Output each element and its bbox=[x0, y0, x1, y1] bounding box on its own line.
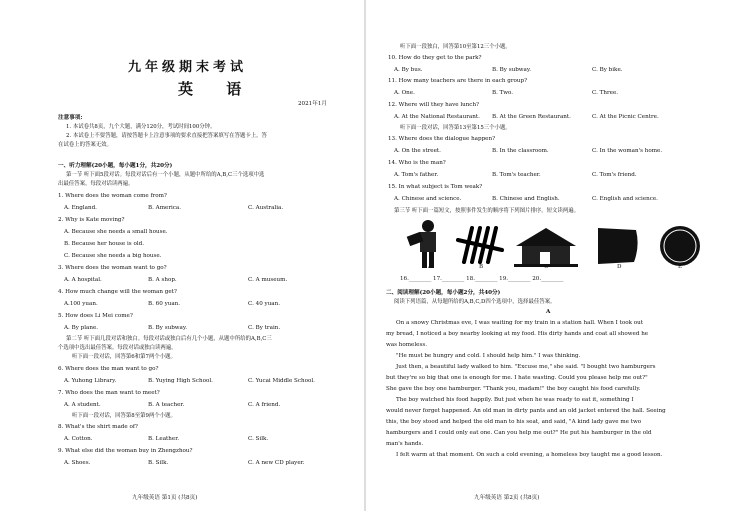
option: A. One. bbox=[394, 90, 415, 96]
passage-line: my bread, I noticed a boy nearby looking at my food. His dirty hands and coat all showed he bbox=[386, 331, 649, 337]
passage-line: I felt warm at that moment. On such a cold evening, a homeless boy taught me a good lesson. bbox=[396, 452, 663, 458]
question: 3. Where does the woman want to go? bbox=[58, 265, 167, 271]
option: C. Yucai Middle School. bbox=[248, 378, 315, 384]
instruction: 第一节 听下面5段对话。每段对话后有一个小题，从题中所给的A,B,C三个选项中选 bbox=[66, 172, 265, 178]
option: A. England. bbox=[64, 205, 97, 211]
notice-line: 在试卷上的答案无效。 bbox=[58, 142, 112, 148]
option: A.100 yuan. bbox=[64, 301, 98, 307]
person-picture bbox=[407, 220, 436, 268]
option: A. A hospital. bbox=[64, 277, 102, 283]
instruction: 第二节 听下面几段对话和独白。每段对话或独白后有几个小题，从题中所给的A,B,C三 bbox=[66, 336, 272, 342]
circle-picture bbox=[660, 226, 700, 266]
listening-pictures bbox=[398, 216, 708, 274]
option: C. A new CD player. bbox=[248, 460, 305, 466]
answer-blanks: 16.________ 17.________ 18.________ 19.________ 20.________ bbox=[400, 276, 564, 282]
picture-label: A bbox=[428, 264, 433, 270]
option: B. America. bbox=[148, 205, 182, 211]
exam-title: 九年级期末考试 bbox=[128, 60, 248, 75]
instruction: 阅读下列语篇，从每题所给的A,B,C,D四个选项中，选择最佳答案。 bbox=[394, 299, 556, 305]
question: 6. Where does the man want to go? bbox=[58, 366, 159, 372]
question: 2. Why is Kate moving? bbox=[58, 217, 125, 223]
question: 9. What else did the woman buy in Zhengzhou? bbox=[58, 448, 193, 454]
option: B. Two. bbox=[492, 90, 514, 96]
option: B. By subway. bbox=[492, 67, 532, 73]
passage-line: She gave the boy one hamburger. "Thank you, madam!" the boy caught his food carefully. bbox=[386, 386, 641, 392]
option: C. A museum. bbox=[248, 277, 288, 283]
instruction: 听下面一段对话，回答第6和第7两个小题。 bbox=[72, 354, 176, 360]
passage-line: but they're so big that one is enough for me. I hate wasting. Could you please help me out?" bbox=[386, 375, 648, 381]
section-heading: 二、阅读理解(20小题，每小题2分，共40分) bbox=[386, 290, 501, 296]
passage-line: would never forget happened. An old man in dirty pants and an old jacket entered the hall. Seeing bbox=[386, 408, 666, 414]
option: A. By bus. bbox=[394, 67, 423, 73]
option: B. In the classroom. bbox=[492, 148, 549, 154]
question: 1. Where does the woman come from? bbox=[58, 193, 167, 199]
question: 13. Where does the dialogue happen? bbox=[388, 136, 496, 142]
passage-line: "He must be hungry and cold. I should help him." I was thinking. bbox=[396, 353, 581, 359]
option: B. Leather. bbox=[148, 436, 180, 442]
passage-line: hamburgers and I could only eat one. Can you help me out?" He put his hamburger in the old bbox=[386, 430, 652, 436]
picture-label: C bbox=[544, 264, 549, 270]
page-footer: 九年级英语 第1页 (共8页) bbox=[132, 495, 198, 501]
question: 10. How do they get to the park? bbox=[388, 55, 482, 61]
passage-line: man's hands. bbox=[386, 441, 424, 447]
option: A. Chinese and science. bbox=[394, 196, 462, 202]
instruction: 出最佳答案。每段对话读两遍。 bbox=[58, 181, 134, 187]
option: C. Silk. bbox=[248, 436, 269, 442]
option: A. Tom's father. bbox=[394, 172, 439, 178]
option: B. A shop. bbox=[148, 277, 177, 283]
question: 11. How many teachers are there in each group? bbox=[388, 78, 528, 84]
option: C. 40 yuan. bbox=[248, 301, 281, 307]
instruction: 听下面一段对话，回答第13至第15三个小题。 bbox=[400, 125, 511, 131]
instruction: 听下面一段独白，回答第10至第12三个小题。 bbox=[400, 44, 511, 50]
option: C. Australia. bbox=[248, 205, 284, 211]
option: A. Because she needs a small house. bbox=[64, 229, 168, 235]
option: B. A teacher. bbox=[148, 402, 185, 408]
passage-line: Just then, a beautiful lady walked to him. "Excuse me," she said. "I bought two hamburgers bbox=[396, 364, 656, 370]
question: 14. Who is the man? bbox=[388, 160, 446, 166]
passage-line: The boy watched his food happily. But just when he was ready to eat it, something I bbox=[396, 397, 634, 403]
right-page bbox=[364, 0, 729, 511]
option: A. By plane. bbox=[64, 325, 99, 331]
picture-label: B bbox=[479, 264, 484, 270]
question: 7. Who does the man want to meet? bbox=[58, 390, 160, 396]
passage-line: On a snowy Christmas eve, I was waiting for my train in a station hall. When I took out bbox=[396, 320, 643, 326]
option: C. Tom's friend. bbox=[592, 172, 637, 178]
question: 12. Where will they have lunch? bbox=[388, 102, 480, 108]
page-footer: 九年级英语 第2页 (共8页) bbox=[474, 495, 540, 501]
notice-heading: 注意事项: bbox=[58, 115, 83, 121]
option: C. In the woman's home. bbox=[592, 148, 663, 154]
left-page bbox=[0, 0, 364, 511]
option: A. Shoes. bbox=[64, 460, 91, 466]
notice-line: 2. 本试卷上不要答题，请按答题卡上注意事项的要求直接把答案填写在答题卡上。答 bbox=[66, 133, 267, 139]
option: B. Chinese and English. bbox=[492, 196, 560, 202]
instruction: 听下面一段对话，回答第8至第9两个小题。 bbox=[72, 413, 176, 419]
option: C. A friend. bbox=[248, 402, 281, 408]
passage-line: this, the boy stood and helped the old man to his seat, and said, "A kind lady gave me two bbox=[386, 419, 642, 425]
exam-date: 2021年1月 bbox=[298, 101, 327, 107]
question: 15. In what subject is Tom weak? bbox=[388, 184, 483, 190]
option: B. Because her house is old. bbox=[64, 241, 144, 247]
house-picture bbox=[514, 228, 578, 267]
passage-label: A bbox=[546, 309, 551, 315]
option: B. At the Green Restaurant. bbox=[492, 114, 571, 120]
option: A. Yuhong Library. bbox=[64, 378, 117, 384]
option: B. Tom's teacher. bbox=[492, 172, 541, 178]
option: A. At the National Restaurant. bbox=[394, 114, 480, 120]
option: B. Yuying High School. bbox=[148, 378, 213, 384]
option: B. 60 yuan. bbox=[148, 301, 181, 307]
option: B. Silk. bbox=[148, 460, 169, 466]
option: C. At the Picnic Centre. bbox=[592, 114, 659, 120]
section-heading: 一、听力理解(20小题，每小题1分，共20分) bbox=[58, 163, 173, 169]
option: A. Cotton. bbox=[64, 436, 93, 442]
passage-line: was homeless. bbox=[386, 342, 427, 348]
picture-label: D bbox=[617, 264, 622, 270]
option: A. On the street. bbox=[394, 148, 441, 154]
option: C. English and science. bbox=[592, 196, 658, 202]
question: 8. What's the shirt made of? bbox=[58, 424, 138, 430]
picture-label: E bbox=[678, 264, 683, 270]
option: B. By subway. bbox=[148, 325, 188, 331]
question: 5. How does Li Mei come? bbox=[58, 313, 133, 319]
option: C. Because she needs a big house. bbox=[64, 253, 162, 259]
subject-title: 英 语 bbox=[178, 80, 256, 98]
option: C. By bike. bbox=[592, 67, 623, 73]
square-picture bbox=[598, 228, 638, 264]
notice-line: 1. 本试卷共8页，九个大题，满分120分，考试时间100分钟。 bbox=[66, 124, 216, 130]
option: C. By train. bbox=[248, 325, 281, 331]
instruction: 个选项中选出最佳答案。每段对话或独白读两遍。 bbox=[58, 345, 177, 351]
option: C. Three. bbox=[592, 90, 619, 96]
tally-picture bbox=[458, 228, 502, 262]
question: 4. How much change will the woman get? bbox=[58, 289, 177, 295]
option: A. A student. bbox=[64, 402, 101, 408]
instruction: 第三节 听下面一篇短文，按照事件发生的顺序将下列图片排序。短文读两遍。 bbox=[394, 208, 579, 214]
